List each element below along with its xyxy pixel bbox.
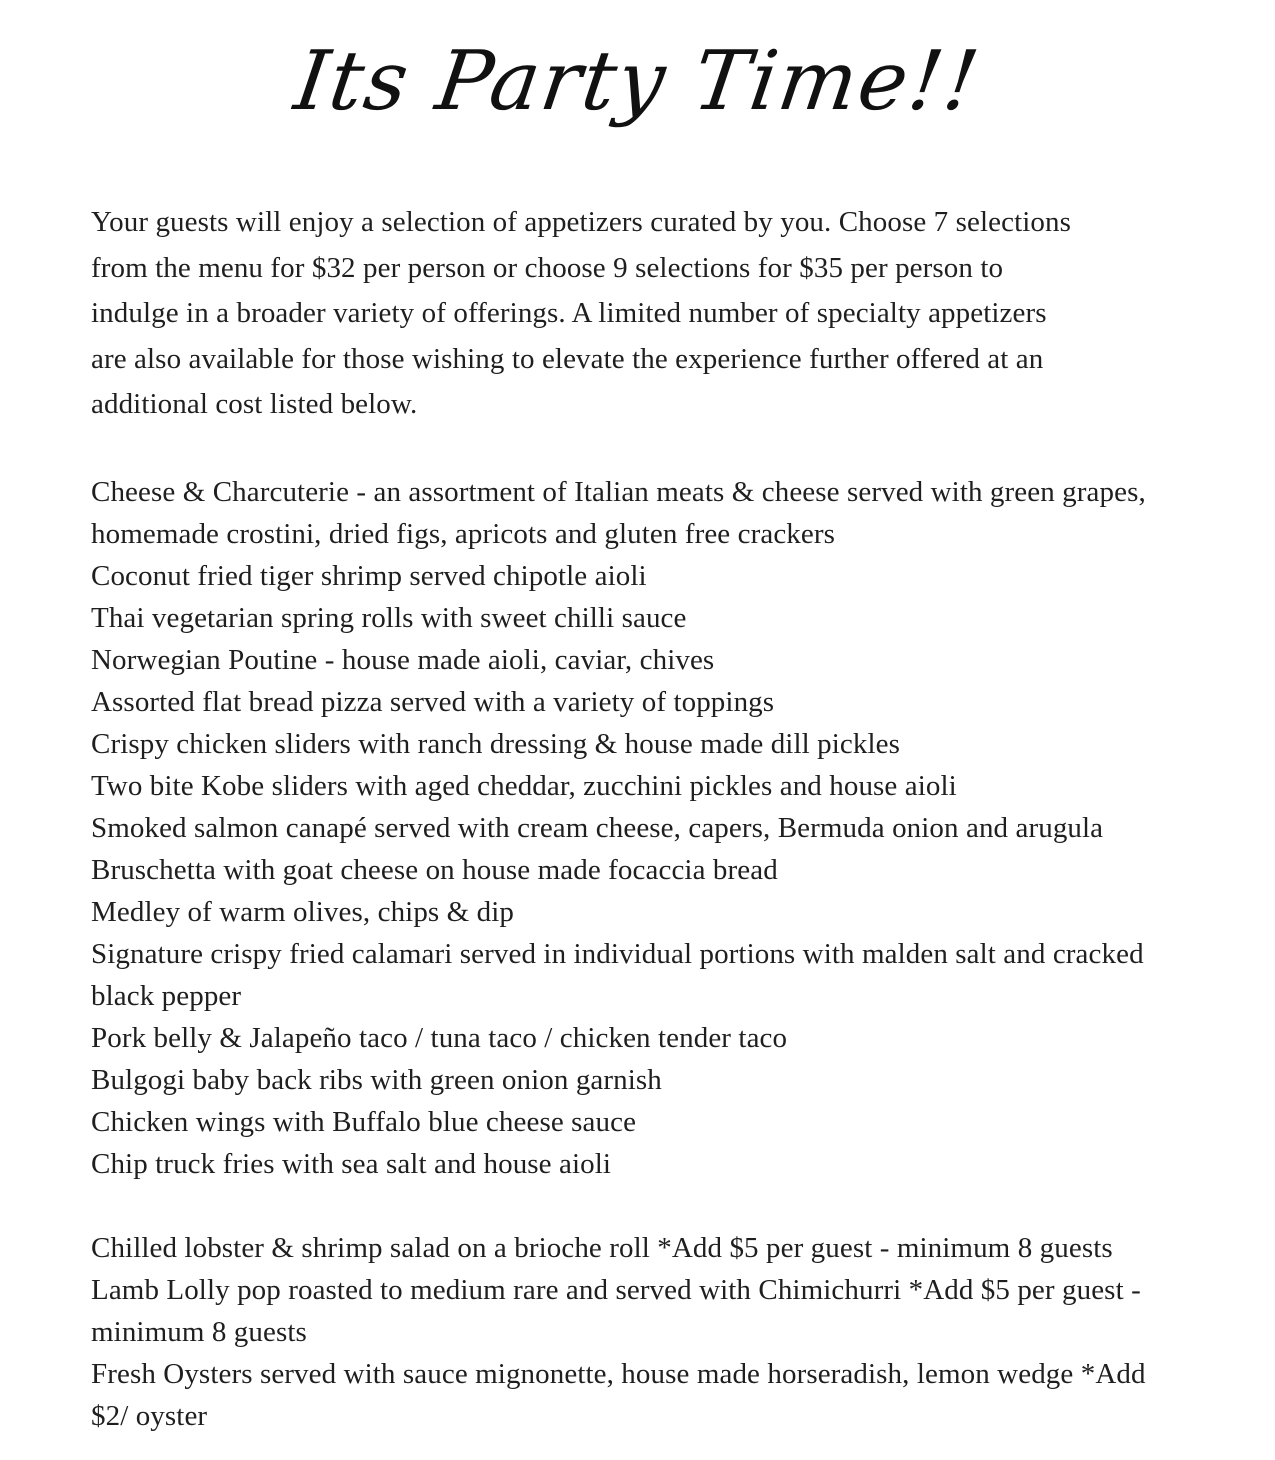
list-item: Pork belly & Jalapeño taco / tuna taco / chicken tender taco <box>91 1021 788 1054</box>
list-item: homemade crostini, dried figs, apricots and gluten free crackers <box>91 517 836 550</box>
intro-paragraph <box>91 200 1201 428</box>
specialty-item: minimum 8 guests <box>91 1315 307 1348</box>
specialty-item: Lamb Lolly pop roasted to medium rare and served with Chimichurri *Add $5 per guest - <box>91 1273 1141 1306</box>
list-item: Bulgogi baby back ribs with green onion garnish <box>91 1063 662 1096</box>
intro-line: additional cost listed below. <box>91 388 418 420</box>
specialty-item: Chilled lobster & shrimp salad on a brioche roll *Add $5 per guest - minimum 8 guests <box>91 1231 1113 1264</box>
intro-line: from the menu for $32 per person or choose 9 selections for $35 per person to <box>91 251 1004 284</box>
list-item: Cheese & Charcuterie - an assortment of Italian meats & cheese served with green grapes, <box>91 475 1146 508</box>
list-item: Medley of warm olives, chips & dip <box>91 895 515 928</box>
list-item: Thai vegetarian spring rolls with sweet chilli sauce <box>91 601 687 634</box>
intro-line: Your guests will enjoy a selection of appetizers curated by you. Choose 7 selections <box>91 206 1071 238</box>
list-item: black pepper <box>91 979 242 1012</box>
list-item: Crispy chicken sliders with ranch dressing & house made dill pickles <box>91 727 900 760</box>
specialty-item: Fresh Oysters served with sauce mignonette, house made horseradish, lemon wedge *Add <box>91 1357 1146 1390</box>
list-item: Norwegian Poutine - house made aioli, caviar, chives <box>91 643 715 676</box>
list-item: Chip truck fries with sea salt and house aioli <box>91 1147 612 1180</box>
page-title: Its Party Time!! <box>289 34 986 129</box>
specialty-list <box>91 1227 1201 1437</box>
specialty-item: $2/ oyster <box>91 1399 208 1432</box>
list-item: Two bite Kobe sliders with aged cheddar, zucchini pickles and house aioli <box>91 769 957 802</box>
list-item: Coconut fried tiger shrimp served chipotle aioli <box>91 559 647 592</box>
section-spacer <box>91 1185 1201 1227</box>
intro-line: are also available for those wishing to elevate the experience further offered at an <box>91 342 1044 375</box>
list-item: Chicken wings with Buffalo blue cheese sauce <box>91 1105 637 1138</box>
list-item: Signature crispy fried calamari served in individual portions with malden salt and cracked <box>91 937 1144 970</box>
menu-content <box>91 200 1201 1437</box>
intro-line: indulge in a broader variety of offerings. A limited number of specialty appetizers <box>91 297 1047 329</box>
list-item: Bruschetta with goat cheese on house made focaccia bread <box>91 853 778 886</box>
list-item: Smoked salmon canapé served with cream cheese, capers, Bermuda onion and arugula <box>91 811 1104 844</box>
appetizer-list <box>91 471 1201 1185</box>
list-item: Assorted flat bread pizza served with a variety of toppings <box>91 685 775 718</box>
